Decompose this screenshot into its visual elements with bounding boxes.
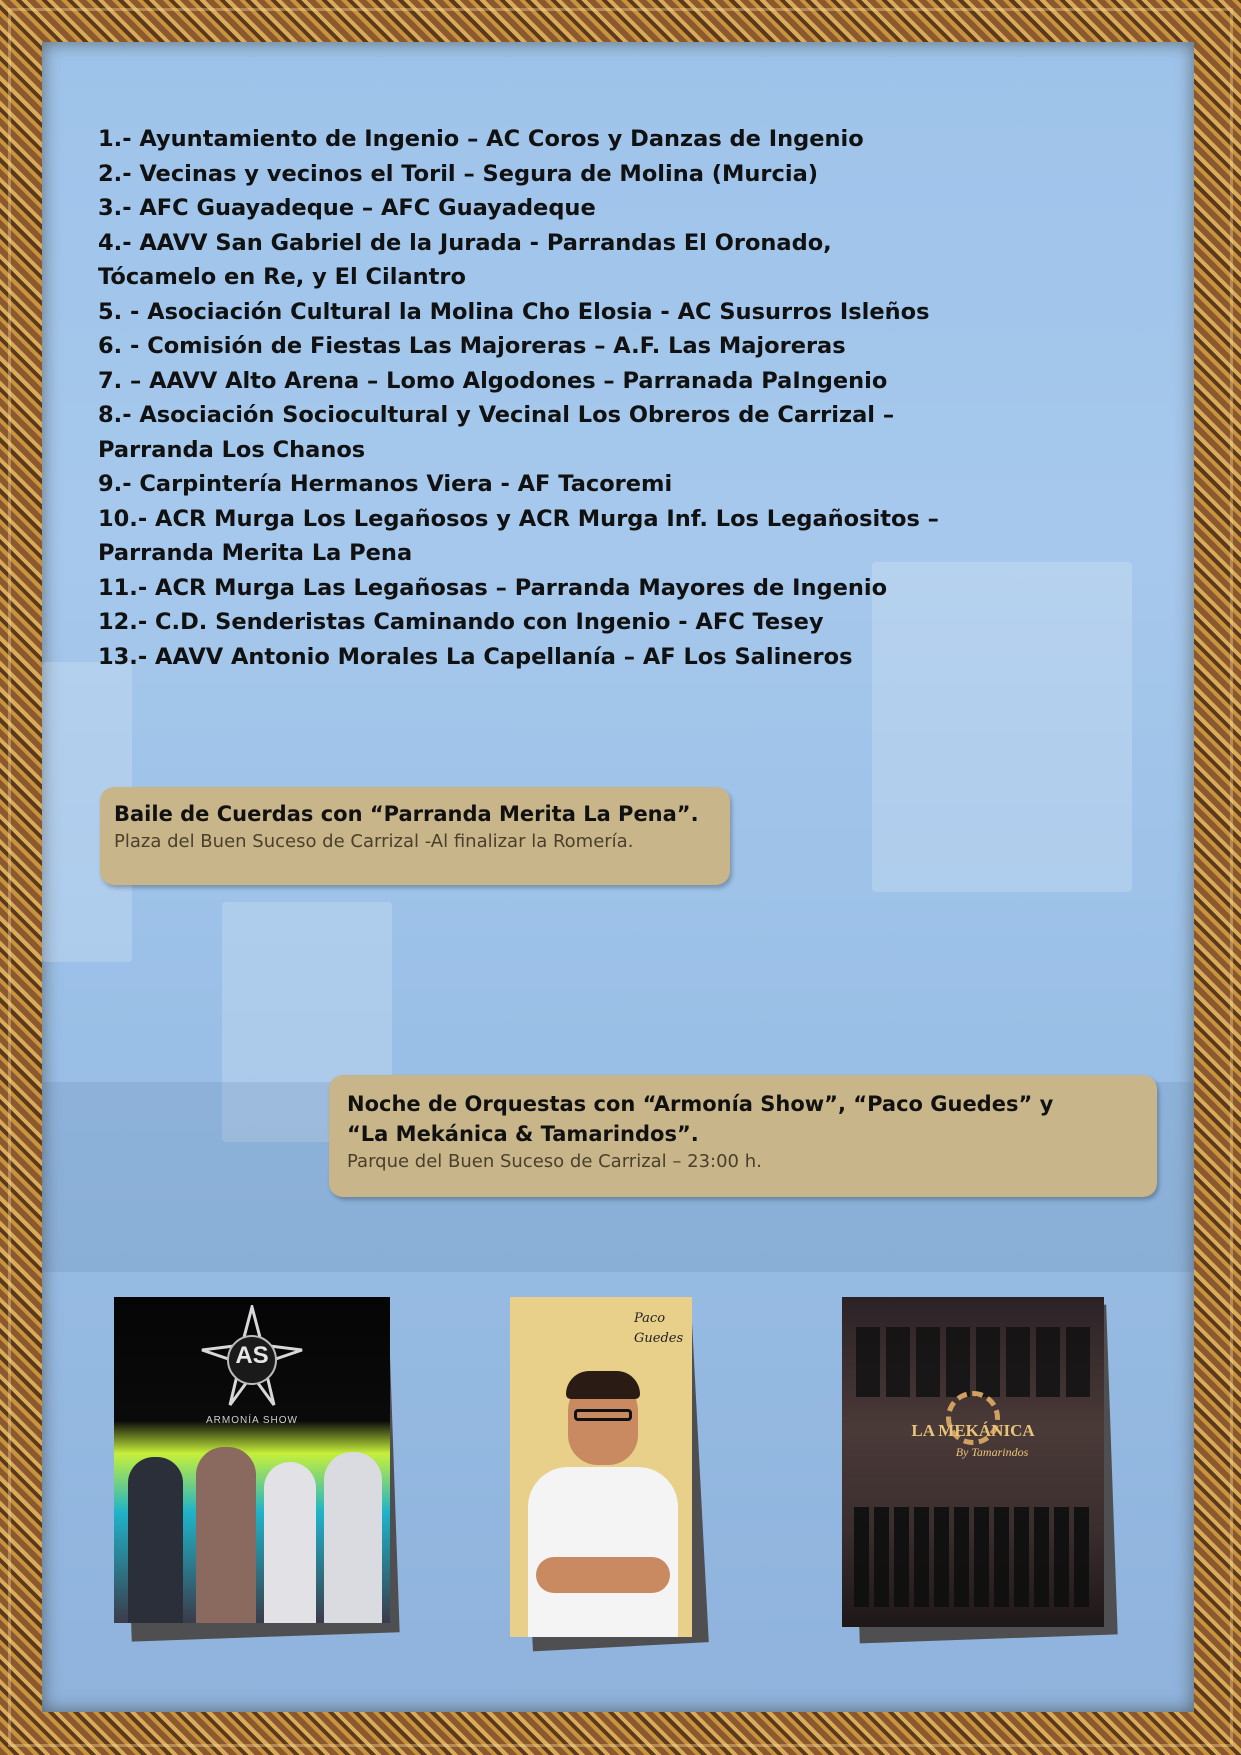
person-hair	[566, 1371, 640, 1399]
event-title-line2: “La Mekánica & Tamarindos”.	[347, 1122, 699, 1146]
band-row-top	[856, 1327, 1090, 1397]
mekanica-logo-text: LA MEKÁNICA	[911, 1421, 1035, 1440]
person-shirt	[528, 1467, 678, 1637]
photo-paco-guedes	[510, 1297, 700, 1652]
band-member	[264, 1462, 316, 1623]
list-item: 4.- AAVV San Gabriel de la Jurada - Parrandas El Oronado,	[98, 229, 832, 256]
event-detail: Plaza del Buen Suceso de Carrizal -Al finalizar la Romería.	[114, 831, 634, 852]
list-item: 7. – AAVV Alto Arena – Lomo Algodones – Parranada PaIngenio	[98, 367, 888, 394]
list-item: 9.- Carpintería Hermanos Viera - AF Tacoremi	[98, 471, 673, 497]
mekanica-sub-text: By Tamarindos	[955, 1445, 1029, 1459]
photo-image	[114, 1297, 390, 1623]
armonia-sub-text: ARMONÍA SHOW	[205, 1415, 298, 1426]
band-member	[128, 1457, 183, 1623]
band-member	[196, 1447, 256, 1623]
event-detail: Parque del Buen Suceso de Carrizal – 23:00 h.	[347, 1151, 762, 1172]
person-arms	[536, 1557, 670, 1593]
page-canvas	[42, 42, 1194, 1712]
photo-image	[842, 1297, 1104, 1627]
photo-image	[510, 1297, 692, 1637]
list-item: Tócamelo en Re, y El Cilantro	[98, 264, 466, 290]
band-row-bottom	[854, 1507, 1092, 1607]
event-title-line1: Noche de Orquestas con “Armonía Show”, “Paco Guedes” y	[347, 1092, 1054, 1116]
band-member	[324, 1452, 382, 1623]
list-item: 1.- Ayuntamiento de Ingenio – AC Coros y Danzas de Ingenio	[98, 126, 864, 152]
list-item: 12.- C.D. Senderistas Caminando con Ingenio - AFC Tesey	[98, 609, 824, 635]
list-item: 6. - Comisión de Fiestas Las Majoreras – A.F. Las Majoreras	[98, 333, 846, 359]
list-item: 8.- Asociación Sociocultural y Vecinal Los Obreros de Carrizal –	[98, 402, 895, 428]
list-item: 2.- Vecinas y vecinos el Toril – Segura de Molina (Murcia)	[98, 160, 819, 187]
glasses-icon	[574, 1409, 632, 1421]
list-item: Parranda Merita La Pena	[98, 540, 413, 566]
event-box-orquestas	[329, 1075, 1157, 1197]
list-item: 5. - Asociación Cultural la Molina Cho Elosia - AC Susurros Isleños	[98, 298, 930, 325]
participants-list	[98, 122, 998, 674]
list-item: 10.- ACR Murga Los Legañosos y ACR Murga Inf. Los Legañositos –	[98, 505, 939, 532]
list-item: 3.- AFC Guayadeque – AFC Guayadeque	[98, 195, 596, 221]
list-item: 11.- ACR Murga Las Legañosas – Parranda Mayores de Ingenio	[98, 574, 888, 601]
list-item: 13.- AAVV Antonio Morales La Capellanía – AF Los Salineros	[98, 643, 853, 670]
armonia-logo-text: AS	[235, 1342, 269, 1369]
event-box-baile	[100, 787, 730, 885]
list-item: Parranda Los Chanos	[98, 436, 366, 463]
paco-label-line1: Paco	[634, 1311, 666, 1326]
paco-label-line2: Guedes	[634, 1331, 684, 1346]
photo-la-mekanica	[842, 1297, 1112, 1642]
event-title: Baile de Cuerdas con “Parranda Merita La Pena”.	[114, 802, 699, 826]
photo-armonia-show	[114, 1297, 394, 1637]
